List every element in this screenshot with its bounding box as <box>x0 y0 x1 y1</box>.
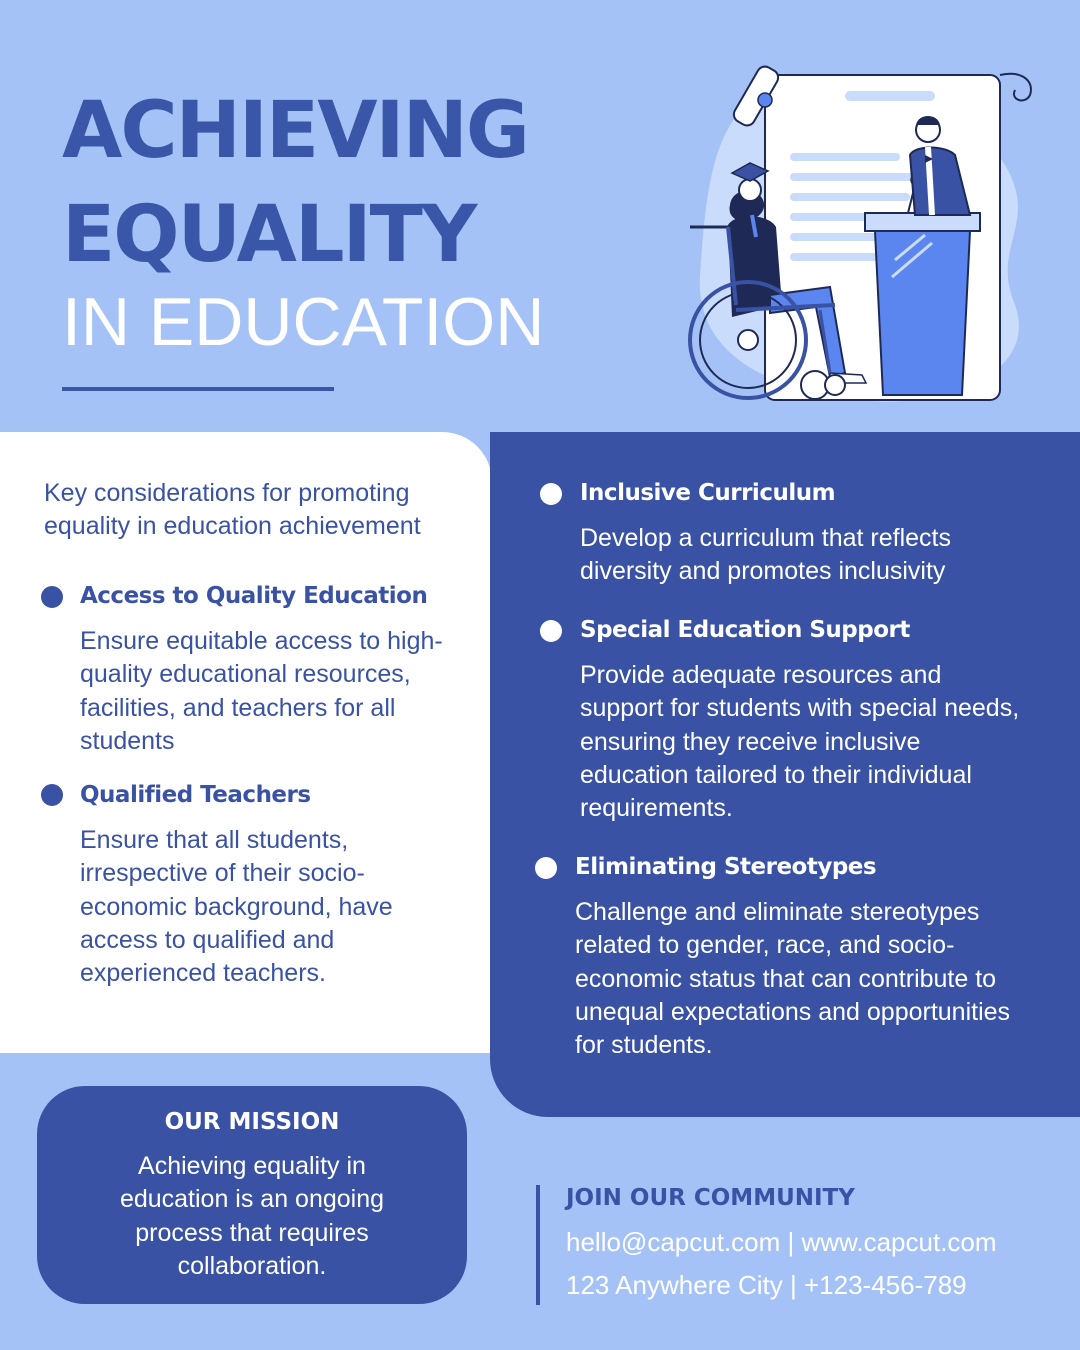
consideration-inclusive-curriculum <box>580 478 1020 589</box>
bullet-dot-icon <box>540 483 562 505</box>
consideration-body: Challenge and eliminate stereotypes related to gender, race, and socio-economic status that can contribute to unequal expectations and opportunities for students. <box>575 898 1011 1060</box>
bullet-dot-icon <box>41 586 63 608</box>
title-line-in-education: IN EDUCATION <box>62 284 545 360</box>
title-underline <box>62 387 334 391</box>
mission-heading: OUR MISSION <box>164 1109 340 1135</box>
graduation-illustration <box>670 55 1050 415</box>
consideration-body: Ensure equitable access to high-quality educational resources, facilities, and teachers for all students <box>80 627 443 755</box>
consideration-access-quality-education <box>80 581 480 758</box>
community-divider <box>536 1185 540 1305</box>
consideration-heading: Qualified Teachers <box>80 782 311 808</box>
community-heading: JOIN OUR COMMUNITY <box>566 1185 855 1211</box>
bullet-dot-icon <box>540 620 562 642</box>
consideration-special-education-support <box>580 615 1020 825</box>
consideration-heading: Inclusive Curriculum <box>580 480 836 506</box>
consideration-heading: Eliminating Stereotypes <box>575 854 877 880</box>
consideration-body: Provide adequate resources and support for students with special needs, ensuring they receive inclusive education tailored to their individual requirements. <box>580 661 1020 823</box>
mission-body: Achieving equality in education is an ongoing process that requires collaboration. <box>119 1152 385 1280</box>
contact-email-website[interactable]: hello@capcut.com | www.capcut.com <box>566 1227 997 1257</box>
consideration-eliminating-stereotypes <box>575 852 1030 1062</box>
contact-address-phone: 123 Anywhere City | +123-456-789 <box>566 1270 967 1300</box>
consideration-body: Ensure that all students, irrespective of their socio-economic background, have access to qualified and experienced teachers. <box>80 826 393 988</box>
consideration-body: Develop a curriculum that reflects diversity and promotes inclusivity <box>580 524 951 586</box>
mission-card <box>37 1086 467 1304</box>
title-line-achieving: ACHIEVING <box>62 86 528 176</box>
bullet-dot-icon <box>41 784 63 806</box>
title-line-equality: EQUALITY <box>62 190 476 280</box>
intro-text: Key considerations for promoting equality in education achievement <box>44 479 421 540</box>
consideration-qualified-teachers <box>80 780 440 990</box>
consideration-heading: Access to Quality Education <box>80 583 428 609</box>
consideration-heading: Special Education Support <box>580 617 910 643</box>
bullet-dot-icon <box>535 857 557 879</box>
